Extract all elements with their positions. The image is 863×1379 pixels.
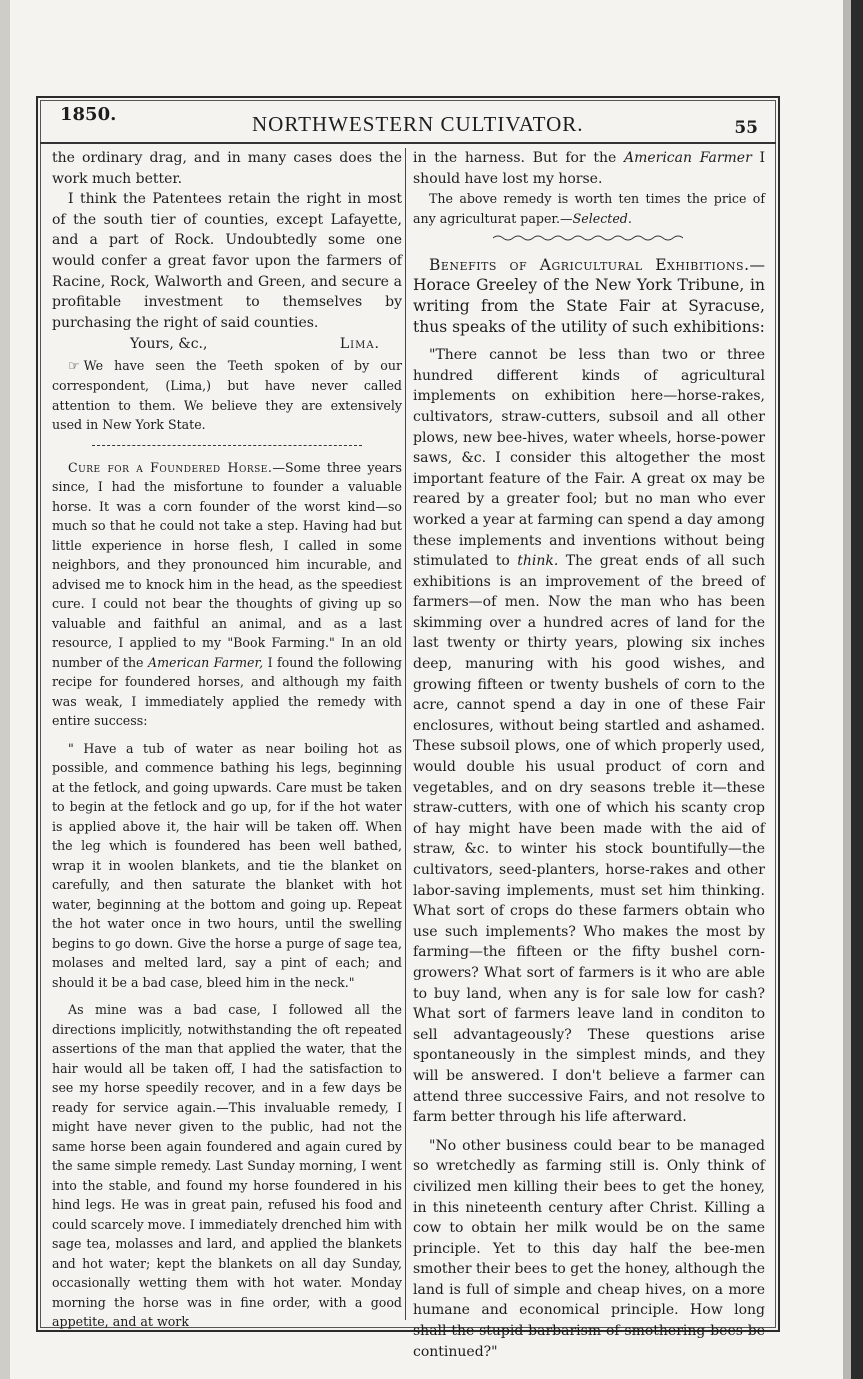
harness-end: I should have lost my horse. xyxy=(413,150,766,187)
signoff-yours: Yours, &c., xyxy=(130,336,208,353)
benefits-quote-one-end: The great ends of all such exhibitions is an improvement of the breed of farmers—of men. Now the man who has been skimming over a hundred acres of land for the last twenty or thirty years, plowing six inches deep, manuring with his good wishes, and growing fifteen or twenty bushels of corn to the acre, cannot spend a day in one of these Fair enclosures, without being startled and ashamed. These subsoil plows, one of which properly used, would double his usual product of corn and vegetables, and on dry seasons treble it—these straw-cutters, with one of which his scanty crop of hay might have been made with the aid of straw, &c. to winter his stock bountifully—the cultivators, seed-planters, horse-rakes and other labor-saving implements, must set him thinking. What sort of crops do these farmers obtain who use such implements? Who makes the most by farming—the fifteen or the fifty bushel corn-growers? What sort of farmers is it who are able to buy land, when any is for sale low for cash? What sort of farmers leave land in conditon to sell advantageously? These questions arise spontaneously in the simplest minds, and they will be answered. I don't believe a farmer can attend three successive Fairs, and not resolve to farm better through his life afterward. xyxy=(413,553,765,1126)
harness-text: in the harness. But for the xyxy=(413,150,617,166)
cure-result-paragraph: As mine was a bad case, I followed all the directions implicitly, notwithstanding the oft repeated assertions of the man that applied the water, that the hair would all be taken off, I had the satisfaction to see my horse speedily recover, and in a few days be ready for service again.—This invaluable remedy, I might have never given to the public, had not the same horse been again foundered and again cured by the same simple remedy. Last Sunday morning, I went into the stable, and found my horse foundered in his hind legs. He was in great pain, refused his food and could scarcely move. I immediately drenched him with sage tea, molasses and lard, and applied the blankets and hot water; kept the blankets on all day Sunday, occasionally wetting them with hot water. Monday morning the horse was in fine order, with a good appetite, and at work xyxy=(52,1002,402,1330)
running-header xyxy=(60,104,760,136)
scan-margin-right xyxy=(851,0,863,1379)
editor-note-text: We have seen the Teeth spoken of by our correspondent, (Lima,) but have never called attention to them. We believe they are extensively used in New York State. xyxy=(52,357,402,433)
left-column xyxy=(52,148,402,1332)
benefits-heading: Benefits of Agricultural Exhibitions. xyxy=(429,255,750,274)
remedy-value-text: The above remedy is worth ten times the price of any agriculturat paper.— xyxy=(413,191,765,226)
remedy-value-italic: Selected. xyxy=(572,210,632,226)
scan-margin-right-shadow xyxy=(843,0,851,1379)
harness-italic: American Farmer xyxy=(623,150,752,166)
signoff-author: Lima. xyxy=(339,336,380,353)
header-page-number: 55 xyxy=(734,118,758,138)
benefits-intro-text: —Horace Greeley of the New York Tribune, in writing from the State Fair at Syracuse, thus speaks of the utility of such exhibitions: xyxy=(413,255,765,336)
wavy-divider xyxy=(493,234,683,242)
patentees-paragraph: I think the Patentees retain the right in most of the south tier of counties, except Lafayette, and a part of Rock. Undoubtedly some one would confer a great favor upon the farmers of Racine, Rock, Walworth and Green, and secure a profitable investment to themselves by purchasing the right of said counties. xyxy=(52,191,402,331)
continued-paragraph: the ordinary drag, and in many cases does the work much better. xyxy=(52,150,402,187)
cure-recipe-quote: " Have a tub of water as near boiling hot as possible, and commence bathing his legs, beginning at the fetlock, and going upwards. Care must be taken to begin at the fetlock and go up, for if the hot water is applied above it, the hair will be taken off. When the leg which is foundered has been well bathed, wrap it in woolen blankets, and tie the blanket on carefully, and then saturate the blanket with hot water, beginning at the bottom and going up. Repeat the hot water once in two hours, until the swelling begins to go down. Give the horse a purge of sage tea, molases and melted lard, say a pint of each; and should it be a bad case, bleed him in the neck." xyxy=(52,740,402,990)
benefits-quote-two: "No other business could bear to be managed so wretchedly as farming still is. Only think of civilized men killing their bees to get the honey, in this nineteenth century after Christ. Killing a cow to obtain her milk would be on the same principle. Yet to this day half the bee-men smother their bees to get the honey, although the land is full of simple and cheap hives, on a more humane and economical principle. How long shall the stupid barbarism of smothering bees be continued?" xyxy=(413,1137,765,1360)
header-rule xyxy=(40,142,776,144)
editor-note xyxy=(52,356,402,435)
cure-intro-text: —Some three years since, I had the misfortune to founder a valuable horse. It was a corn founder of the worst kind—so much so that he could not take a step. Having had but little experience in horse flesh, I called in some neighbors, and they pronounced him incurable, and advised me to knock him in the head, as the speediest cure. I could not bear the thoughts of giving up so valuable and faithful an animal, and as a last resource, I applied to my "Book Farming." In an old number of the xyxy=(52,459,402,670)
cure-intro-italic: American Farmer, xyxy=(147,654,264,670)
scan-margin-left xyxy=(0,0,10,1379)
remedy-value-paragraph xyxy=(413,189,765,228)
cure-article-intro xyxy=(52,458,402,731)
harness-paragraph xyxy=(413,148,765,189)
header-year: 1850. xyxy=(60,104,117,125)
cure-heading: Cure for a Foundered Horse. xyxy=(68,459,273,475)
pointing-hand-icon: ☞ xyxy=(68,358,80,374)
signoff xyxy=(52,334,402,355)
right-column xyxy=(413,148,765,1362)
section-divider xyxy=(92,445,362,446)
benefits-intro xyxy=(413,255,765,337)
benefits-quote-one-italic: think. xyxy=(517,553,559,570)
benefits-quote-one-text: "There cannot be less than two or three hundred different kinds of agricultural implements on exhibition here—horse-rakes, cultivators, straw-cutters, subsoil and all other plows, new bee-hives, water wheels, horse-power saws, &c. I consider this altogether the most important feature of the Fair. A great ox may be reared by a greater fool; but no man who ever worked a year at farming can spend a day among these implements and inventions without being stimulated to xyxy=(413,347,765,570)
column-rule xyxy=(405,148,406,1320)
cure-intro-end: I found the following recipe for foundered horses, and although my faith was weak, I immediately applied the remedy with entire success: xyxy=(52,654,402,729)
benefits-quote-one xyxy=(413,345,765,1128)
header-title: NORTHWESTERN CULTIVATOR. xyxy=(252,112,584,136)
